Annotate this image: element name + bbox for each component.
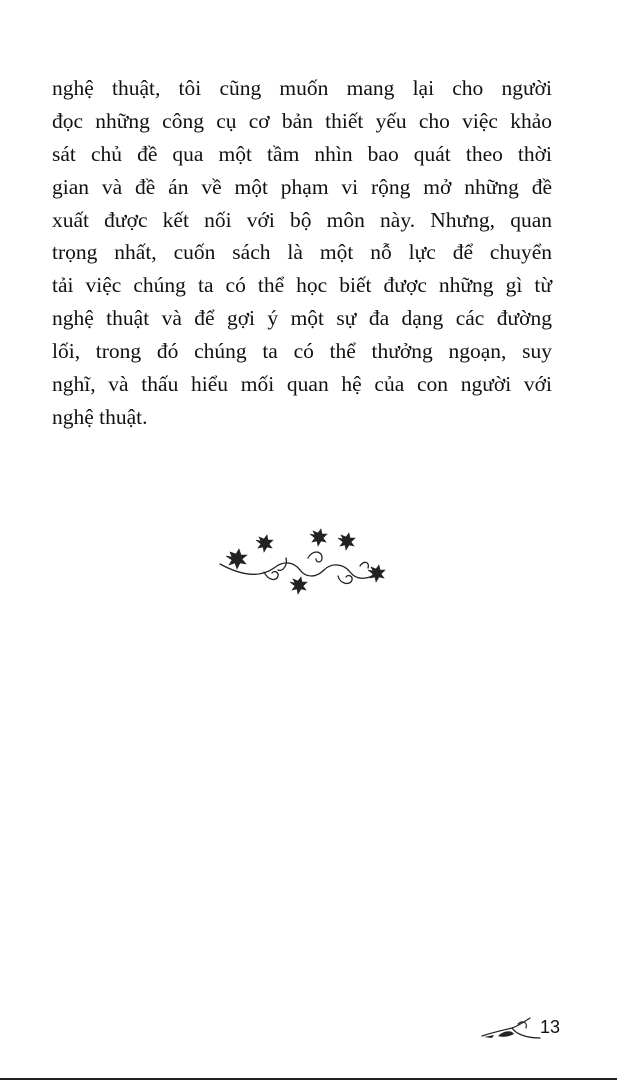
text-line: tải việc chúng ta có thể học biết được những gì từ xyxy=(52,273,552,298)
page-number: 13 xyxy=(540,1017,561,1037)
text-line-last: nghệ thuật. xyxy=(52,404,148,429)
text-line: trọng nhất, cuốn sách là một nỗ lực để chuyển xyxy=(52,240,552,265)
text-line: nghệ thuật và để gợi ý một sự đa dạng các đường xyxy=(52,306,552,331)
floral-vine-ornament-icon xyxy=(212,528,392,606)
text-line: đọc những công cụ cơ bản thiết yếu cho việc khảo xyxy=(52,108,552,133)
text-line: gian và đề án về một phạm vi rộng mở những đề xyxy=(52,174,552,199)
text-line: sát chủ đề qua một tầm nhìn bao quát theo thời xyxy=(52,141,552,166)
text-line: nghĩ, và thấu hiểu mối quan hệ của con người với xyxy=(52,372,552,397)
text-line: nghệ thuật, tôi cũng muốn mang lại cho người xyxy=(52,76,552,100)
text-line: xuất được kết nối với bộ môn này. Nhưng, quan xyxy=(52,207,552,232)
body-paragraph xyxy=(52,72,552,434)
quill-flourish-icon xyxy=(478,1014,542,1042)
text-line: lối, trong đó chúng ta có thể thưởng ngoạn, suy xyxy=(52,339,552,364)
